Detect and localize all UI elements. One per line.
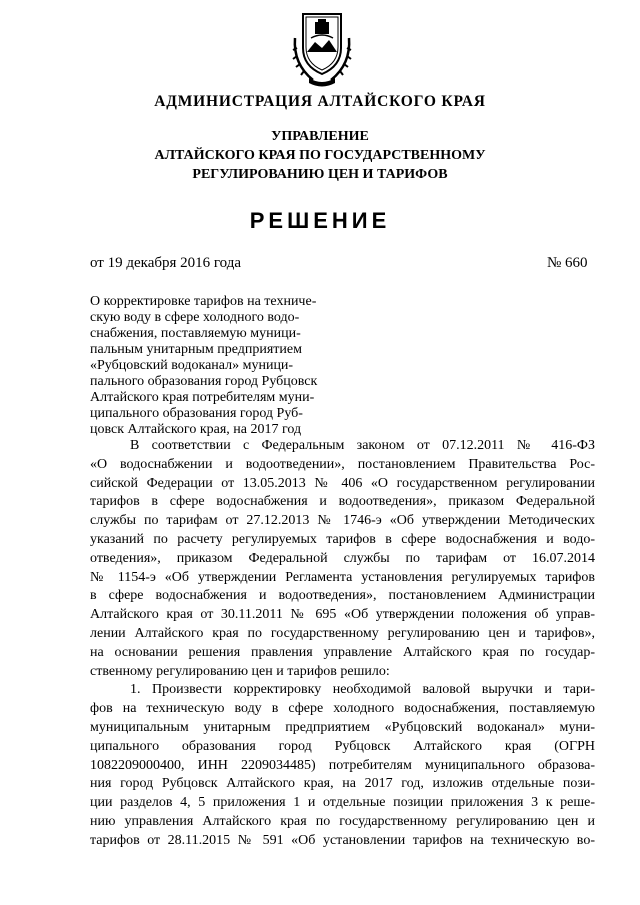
body-line: на основании решения правления управление Алтайского края по государ- xyxy=(90,644,595,660)
body-line: лении Алтайского края по государственному регулированию цен и тарифов», xyxy=(90,625,595,641)
body-line: В соответствии с Федеральным законом от 07.12.2011 № 416-ФЗ xyxy=(130,438,595,453)
subject-line: ципального образования город Руб- xyxy=(90,406,303,421)
subject-line: снабжения, поставляемую муници- xyxy=(90,326,301,341)
subject-line: О корректировке тарифов на техниче- xyxy=(90,294,317,309)
body-line: Алтайского края от 30.11.2011 № 695 «Об утверждении положения об управ- xyxy=(90,607,595,623)
body-line: ципального образования город Рубцовск Алтайского края (ОГРН xyxy=(90,738,595,754)
body-line: муниципальным унитарным предприятием «Рубцовский водоканал» муни- xyxy=(90,719,595,735)
subject-line: Алтайского края потребителям муни- xyxy=(90,390,315,405)
body-line: тарифов от 28.11.2015 № 591 «Об установлении тарифов на техническую во- xyxy=(90,832,595,848)
body-line: «О водоснабжении и водоотведении», постановлением Правительства Рос- xyxy=(90,456,595,472)
document-number: № 660 xyxy=(547,255,588,271)
body-line: фов на техническую воду в сфере холодного водоснабжения, поставляемую xyxy=(90,701,595,717)
body-line: сийской Федерации от 13.05.2013 № 406 «О государственном регулировании xyxy=(90,475,595,491)
body-line: ственному регулированию цен и тарифов решило: xyxy=(90,663,390,679)
body-line: нию управления Алтайского края по государственному регулированию цен и xyxy=(90,813,595,829)
subject-line: пального образования город Рубцовск xyxy=(90,374,318,389)
department-title xyxy=(0,127,640,184)
document-subject xyxy=(90,294,318,438)
body-line: службы по тарифам от 27.12.2013 № 1746-э «Об утверждении Методических xyxy=(90,513,595,529)
subject-line: скую воду в сфере холодного водо- xyxy=(90,310,300,325)
coat-of-arms-emblem xyxy=(291,8,353,88)
document-type-heading: РЕШЕНИЕ xyxy=(249,208,391,233)
body-line: 1082209000400, ИНН 2209034485) потребителям муниципального образова- xyxy=(90,757,595,773)
body-line: ния город Рубцовск Алтайского края, на 2017 год, изложив отдельные пози- xyxy=(90,776,595,792)
department-line: УПРАВЛЕНИЕ xyxy=(271,129,369,144)
body-line: указаний по расчету регулируемых тарифов в сфере водоснабжения и водо- xyxy=(90,531,595,547)
document-date: от 19 декабря 2016 года xyxy=(90,255,242,271)
subject-line: цовск Алтайского края, на 2017 год xyxy=(90,422,302,437)
subject-line: пальным унитарным предприятием xyxy=(90,342,302,357)
department-line: АЛТАЙСКОГО КРАЯ ПО ГОСУДАРСТВЕННОМУ xyxy=(154,148,486,163)
department-line: РЕГУЛИРОВАНИЮ ЦЕН И ТАРИФОВ xyxy=(192,167,448,182)
document-body xyxy=(90,437,595,851)
organization-title: АДМИНИСТРАЦИЯ АЛТАЙСКОГО КРАЯ xyxy=(154,93,486,110)
body-line: № 1154-э «Об утверждении Регламента установления регулируемых тарифов xyxy=(90,569,595,585)
subject-line: «Рубцовский водоканал» муници- xyxy=(90,358,294,373)
body-line: тарифов в сфере водоснабжения и водоотведения», приказом Федеральной xyxy=(90,494,595,510)
body-line: ции разделов 4, 5 приложения 1 и отдельные позиции приложения 3 к реше- xyxy=(90,795,595,811)
body-line: отведения», приказом Федеральной службы по тарифам от 16.07.2014 xyxy=(90,550,595,566)
body-line: в сфере водоснабжения и водоотведения», постановлением Администрации xyxy=(90,588,595,604)
body-line: 1. Произвести корректировку необходимой валовой выручки и тари- xyxy=(130,682,595,698)
